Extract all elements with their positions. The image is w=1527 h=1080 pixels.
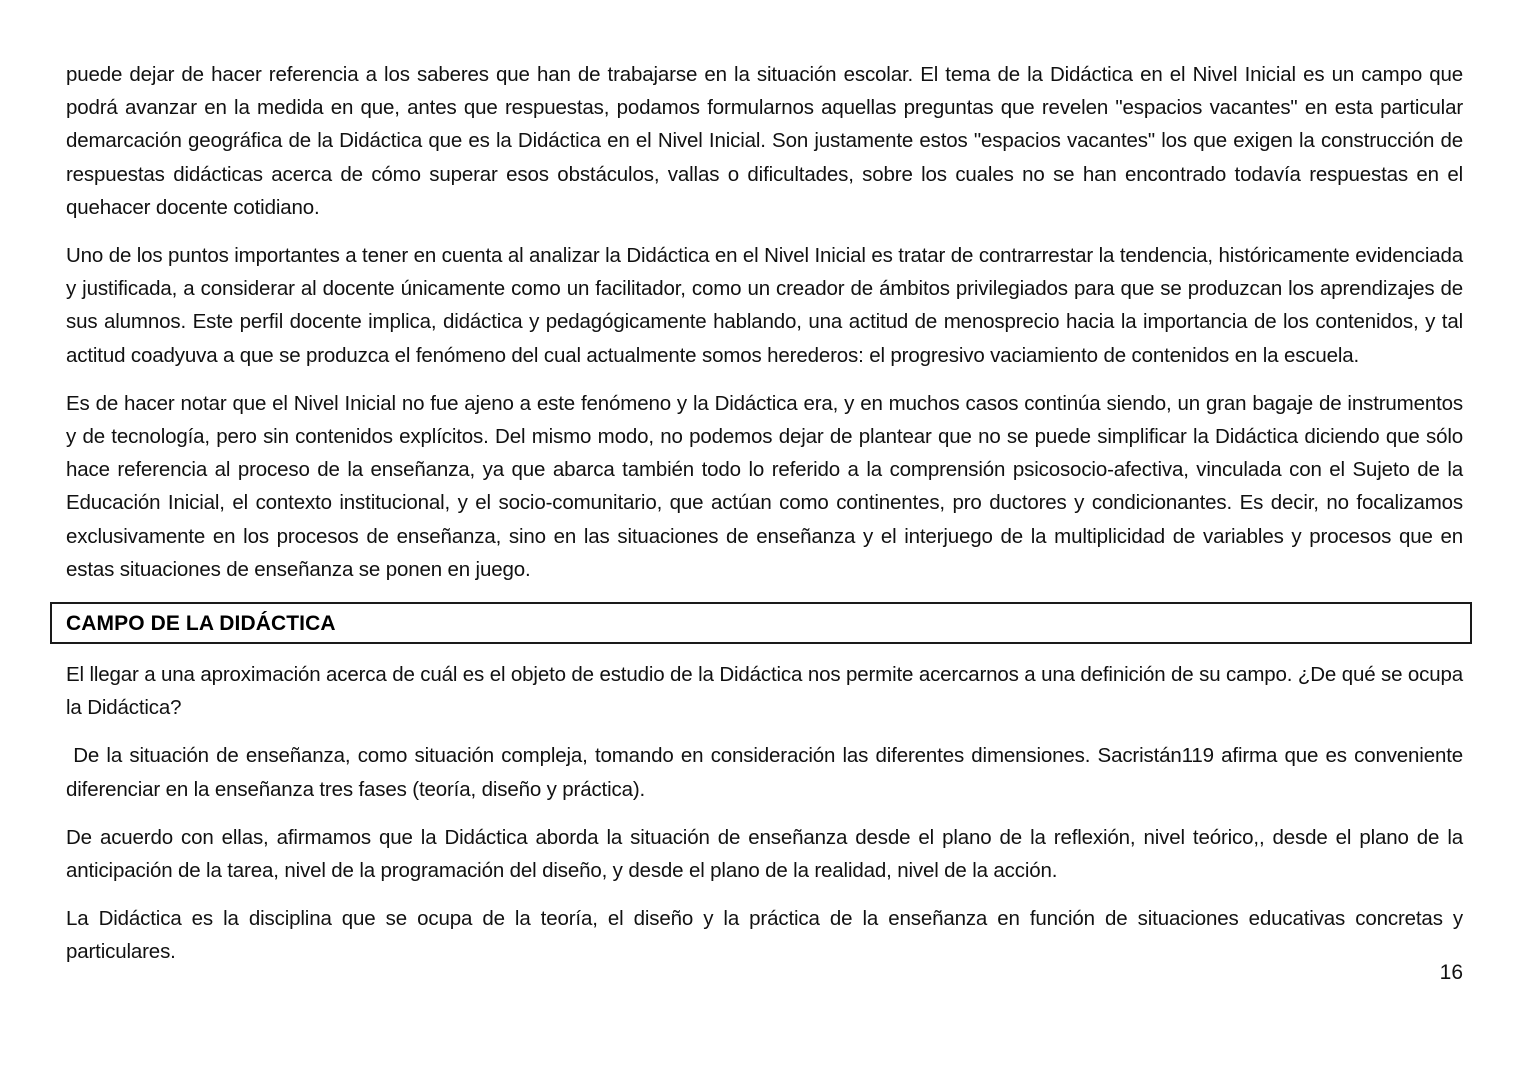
document-body	[66, 58, 1469, 969]
section-heading-box	[50, 602, 1472, 644]
paragraph-6: De acuerdo con ellas, afirmamos que la Didáctica aborda la situación de enseñanza desde el plano de la reflexión, nivel teórico,, desde el plano de la anticipación de la tarea, nivel de la programación del diseño, y desde el plano de la realidad, nivel de la acción.	[66, 825, 1469, 883]
paragraph-7: La Didáctica es la disciplina que se ocupa de la teoría, el diseño y la práctica de la enseñanza en función de situaciones educativas concretas y particulares.	[66, 907, 1469, 964]
paragraph-4: El llegar a una aproximación acerca de cuál es el objeto de estudio de la Didáctica nos permite acercarnos a una definición de su campo. ¿De qué se ocupa la Didáctica?	[66, 663, 1469, 720]
section-heading-label: CAMPO DE LA DIDÁCTICA	[66, 611, 336, 635]
paragraph-3: Es de hacer notar que el Nivel Inicial no fue ajeno a este fenómeno y la Didáctica era, y en muchos casos continúa siendo, un gran bagaje de instrumentos y de tecnología, pero sin contenidos explícitos. Del mismo modo, no podemos dejar de plantear que no se puede simplificar la Didáctica diciendo que sólo hace referencia al proceso de la enseñanza, ya que abarca también todo lo referido a la comprensión psicosocio-afectiva, vinculada con el Sujeto de la Educación Inicial, el contexto institucional, y el socio-comunitario, que actúan como continentes, pro ductores y condicionantes. Es decir, no focalizamos exclusivamente en los procesos de enseñanza, sino en las situaciones de enseñanza y el interjuego de la multiplicidad de variables y procesos que en estas situaciones de enseñanza se ponen en juego.	[66, 391, 1469, 581]
paragraph-2: Uno de los puntos importantes a tener en cuenta al analizar la Didáctica en el Nivel Inicial es tratar de contrarrestar la tendencia, históricamente evidenciada y justificada, a considerar al docente únicamente como un facilitador, como un creador de ámbitos privilegiados para que se produzcan los aprendizajes de sus alumnos. Este perfil docente implica, didáctica y pedagógicamente hablando, una actitud de menosprecio hacia la importancia de los contenidos, y tal actitud coadyuva a que se produzca el fenómeno del cual actualmente somos herederos: el progresivo vaciamiento de contenidos en la escuela.	[66, 244, 1469, 367]
paragraph-1: puede dejar de hacer referencia a los saberes que han de trabajarse en la situación escolar. El tema de la Didáctica en el Nivel Inicial es un campo que podrá avanzar en la medida en que, antes que respuestas, podamos formularnos aquellas preguntas que revelen "espacios vacantes" en esta particular demarcación geográfica de la Didáctica que es la Didáctica en el Nivel Inicial. Son justamente estos "espacios vacantes" los que exigen la construcción de respuestas didácticas acerca de cómo superar esos obstáculos, vallas o dificultades, sobre los cuales no se han encontrado todavía respuestas en el quehacer docente cotidiano.	[66, 63, 1469, 219]
page-number: 16	[1439, 961, 1463, 984]
paragraph-5: De la situación de enseñanza, como situación compleja, tomando en consideración las diferentes dimensiones. Sacristán119 afirma que es conveniente diferenciar en la enseñanza tres fases (teoría, diseño y práctica).	[66, 744, 1469, 801]
